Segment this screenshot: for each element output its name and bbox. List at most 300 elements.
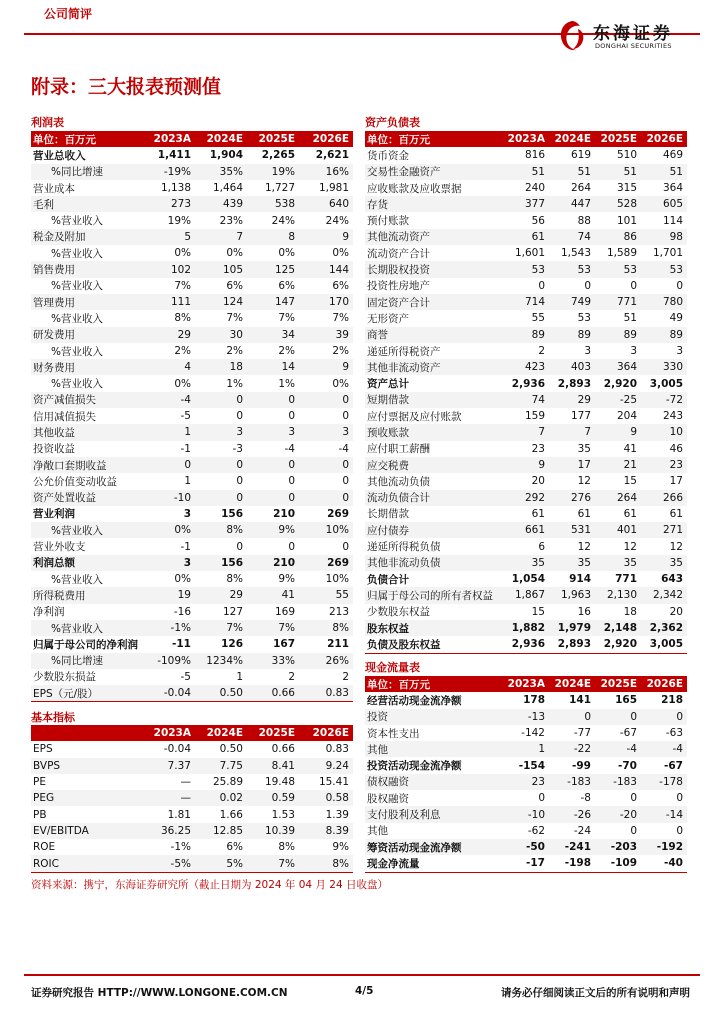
row-value: 0.83: [325, 743, 349, 756]
balance-section-title: 资产负债表: [365, 116, 420, 129]
row-value: 74: [501, 392, 549, 408]
row-label: 其他流动资产: [365, 229, 501, 245]
table-row: [365, 855, 687, 872]
row-value: 8%: [174, 312, 191, 325]
row-value: 0.58: [299, 790, 353, 806]
row-label: 债权融资: [365, 774, 501, 790]
row-value: 35: [641, 555, 687, 571]
footer-website[interactable]: 证券研究报告 HTTP://WWW.LONGONE.COM.CN: [31, 987, 288, 999]
row-value: 8: [247, 229, 299, 245]
row-label: 少数股东损益: [33, 671, 96, 684]
row-value: 35: [595, 555, 641, 571]
row-label: 资本性支出: [367, 727, 420, 740]
table-row: [31, 310, 353, 326]
row-value: 165: [615, 694, 637, 707]
row-value: 1,464: [212, 182, 243, 195]
row-value: 7%: [278, 312, 295, 325]
row-value: 1.53: [271, 808, 295, 821]
row-value: 643: [661, 573, 683, 586]
row-value: -24: [573, 824, 591, 837]
row-value: 8.41: [247, 758, 299, 774]
row-value: 3,005: [641, 636, 687, 653]
table-row: [365, 245, 687, 261]
row-value: 364: [662, 182, 683, 195]
row-value: 35: [549, 555, 595, 571]
row-value: 177: [570, 410, 591, 423]
row-label: 筹资活动现金流净额: [365, 839, 501, 855]
row-label: 营业利润: [33, 508, 75, 521]
table-row: [365, 636, 687, 653]
table-row: [31, 855, 353, 872]
row-label: 其他非流动负债: [365, 555, 501, 571]
row-value: 1,981: [318, 182, 349, 195]
row-value: 210: [273, 507, 295, 520]
row-label: 应付债券: [365, 522, 501, 538]
row-label: 现金净流量: [365, 855, 501, 872]
income-statement-table: [31, 131, 353, 702]
row-value: 53: [641, 261, 687, 277]
row-value: 0: [630, 792, 637, 805]
row-value: 170: [299, 294, 353, 310]
row-value: 1,979: [549, 620, 595, 636]
row-label: 资产总计: [367, 378, 409, 391]
row-value: 36.25: [141, 823, 195, 839]
row-value: 0%: [174, 573, 191, 586]
row-label: 投资活动现金流净额: [367, 760, 462, 773]
row-value: -19%: [141, 164, 195, 180]
row-value: 24%: [325, 214, 349, 227]
table-row: [365, 587, 687, 603]
row-value: 6%: [278, 279, 295, 292]
row-value: 56: [531, 214, 545, 227]
row-value: -1: [180, 442, 191, 455]
table-row: [31, 212, 353, 228]
table-row: [31, 506, 353, 522]
row-label: 应付职工薪酬: [367, 443, 430, 456]
row-label: 公允价值变动收益: [33, 475, 117, 488]
row-value: -4: [284, 442, 295, 455]
row-value: -40: [641, 855, 687, 872]
row-value: 55: [299, 587, 353, 603]
row-value: 1,963: [549, 587, 595, 603]
row-value: 23: [531, 442, 545, 455]
row-value: 141: [569, 694, 591, 707]
table-header-row: [365, 676, 687, 692]
row-label: 支付股利及利息: [365, 806, 501, 822]
row-value: 6: [538, 540, 545, 553]
row-value: 1: [501, 741, 549, 757]
row-value: -16: [173, 605, 191, 618]
row-value: 0%: [278, 247, 295, 260]
row-value: 8%: [226, 573, 243, 586]
row-value: 2,920: [595, 636, 641, 653]
row-value: 0: [195, 490, 247, 506]
row-label: 资产减值损失: [31, 392, 141, 408]
row-value: 9.24: [299, 758, 353, 774]
row-value: 61: [669, 507, 683, 520]
row-label: 负债合计: [367, 573, 409, 586]
row-label: %同比增速: [31, 164, 141, 180]
row-value: 9: [595, 424, 641, 440]
table-row: [365, 709, 687, 725]
row-value: 211: [327, 638, 349, 651]
row-label: EV/EBITDA: [31, 823, 141, 839]
row-label: 存货: [365, 196, 501, 212]
row-value: 510: [616, 149, 637, 162]
row-value: 0: [342, 540, 349, 553]
row-value: 86: [595, 229, 641, 245]
row-value: 61: [623, 507, 637, 520]
header-year: 2024E: [195, 131, 247, 147]
row-value: 61: [531, 507, 545, 520]
row-value: -62: [527, 824, 545, 837]
row-value: 210: [247, 555, 299, 571]
row-value: 16%: [299, 164, 353, 180]
table-row: [31, 278, 353, 294]
row-value: -10: [501, 806, 549, 822]
row-value: 0%: [332, 377, 349, 390]
row-value: -4: [338, 442, 349, 455]
header-year: 2023A: [141, 131, 195, 147]
table-row: [31, 538, 353, 554]
row-value: 1,882: [501, 620, 549, 636]
row-value: 3: [183, 507, 191, 520]
row-label: 其他: [367, 825, 388, 838]
row-value: 10%: [299, 522, 353, 538]
row-label: 信用减值损失: [33, 410, 96, 423]
row-value: 0: [538, 279, 545, 292]
header-unit-label: 单位：百万元: [365, 131, 501, 147]
row-label: 投资: [365, 709, 501, 725]
row-value: 19%: [247, 164, 299, 180]
row-value: 144: [299, 261, 353, 277]
header-year: 2024E: [549, 676, 595, 692]
row-value: 3: [676, 345, 683, 357]
row-value: 147: [247, 294, 299, 310]
row-value: 401: [595, 522, 641, 538]
row-value: -25: [595, 392, 641, 408]
row-value: 88: [577, 214, 591, 227]
row-value: 1234%: [195, 653, 247, 669]
row-value: 20: [669, 605, 683, 618]
row-value: 266: [641, 490, 687, 506]
row-label: 销售费用: [31, 261, 141, 277]
row-label: 流动负债合计: [365, 490, 501, 506]
row-value: 271: [641, 522, 687, 538]
row-label: 股东权益: [365, 620, 501, 636]
row-label: PE: [33, 776, 46, 789]
row-value: 0: [630, 279, 637, 292]
table-row: [365, 538, 687, 554]
row-value: 114: [662, 214, 683, 227]
row-value: 61: [577, 507, 591, 520]
row-value: 4: [141, 359, 195, 375]
indicators-section-title: 基本指标: [31, 711, 75, 724]
row-value: 125: [247, 261, 299, 277]
row-value: 51: [641, 164, 687, 180]
row-value: -3: [232, 442, 243, 455]
row-value: 269: [327, 507, 349, 520]
row-label: 货币资金: [367, 149, 409, 162]
header-unit-label: [31, 725, 141, 741]
row-value: 2,936: [501, 636, 549, 653]
row-value: 1,727: [264, 182, 295, 195]
row-value: 23: [641, 457, 687, 473]
header-unit-label: 单位：百万元: [31, 131, 141, 147]
row-value: 1,701: [652, 247, 683, 260]
row-value: 16: [577, 605, 591, 618]
row-value: -5: [180, 410, 191, 423]
row-value: 0: [299, 392, 353, 408]
row-value: 26%: [299, 653, 353, 669]
table-header-row: [365, 131, 687, 147]
row-label: 应付票据及应付账款: [367, 410, 462, 423]
row-value: 7%: [332, 312, 349, 325]
row-value: 1: [236, 670, 243, 683]
row-value: -198: [549, 855, 595, 872]
row-value: 7: [549, 424, 595, 440]
table-row: [31, 180, 353, 196]
row-value: 2: [288, 670, 295, 683]
table-row: [31, 457, 353, 473]
row-label: 交易性金融资产: [365, 164, 501, 180]
row-value: 51: [623, 312, 637, 325]
row-value: -10: [141, 490, 195, 506]
table-header-row: [31, 131, 353, 147]
row-value: -77: [573, 727, 591, 740]
row-value: 661: [501, 522, 549, 538]
row-value: -99: [572, 759, 591, 772]
row-value: 17: [669, 475, 683, 488]
row-value: 5: [141, 229, 195, 245]
table-row: [365, 604, 687, 620]
row-value: 0.66: [271, 743, 295, 756]
header-year: 2025E: [247, 725, 299, 741]
row-value: 156: [221, 507, 243, 520]
row-value: 18: [195, 359, 247, 375]
row-value: 15.41: [318, 776, 349, 789]
table-row: [365, 343, 687, 359]
table-row: [365, 506, 687, 522]
header-year: 2026E: [299, 725, 353, 741]
table-row: [31, 653, 353, 669]
row-value: -26: [549, 806, 595, 822]
logo-english: DONGHAI SECURITIES: [595, 42, 672, 50]
header-year: 2023A: [501, 676, 549, 692]
row-value: 33%: [247, 653, 299, 669]
table-row: [31, 604, 353, 620]
row-value: 1,411: [157, 149, 191, 162]
balance-sheet-table: [365, 131, 687, 654]
row-value: 2: [538, 345, 545, 357]
table-row: [31, 806, 353, 822]
row-value: -4: [141, 392, 195, 408]
row-value: 273: [141, 196, 195, 212]
row-value: 0: [288, 475, 295, 488]
table-row: [365, 790, 687, 806]
row-value: —: [141, 790, 195, 806]
row-value: 3: [247, 424, 299, 440]
row-value: 2,130: [595, 587, 641, 603]
row-label: 其他收益: [31, 424, 141, 440]
row-value: 124: [195, 294, 247, 310]
row-value: 276: [549, 490, 595, 506]
row-value: 330: [641, 359, 687, 375]
row-value: 10%: [325, 573, 349, 586]
row-value: 25.89: [212, 776, 243, 789]
row-value: 8%: [299, 855, 353, 872]
row-value: 7%: [247, 855, 299, 872]
table-row: [365, 196, 687, 212]
row-value: 1.39: [325, 808, 349, 821]
row-value: 0.59: [247, 790, 299, 806]
row-value: 0%: [332, 247, 349, 260]
row-value: 1,904: [209, 149, 243, 162]
row-value: 3: [141, 555, 195, 571]
row-value: 2,265: [261, 149, 295, 162]
table-row: [31, 620, 353, 636]
row-value: 6%: [332, 279, 349, 292]
row-value: 7.37: [141, 758, 195, 774]
row-label: %营业收入: [51, 215, 103, 228]
row-value: 2%: [332, 345, 349, 357]
row-value: 264: [595, 490, 641, 506]
row-value: -178: [641, 774, 687, 790]
footer-divider: [24, 974, 700, 976]
row-value: 0.50: [195, 685, 247, 702]
header-unit-label: 单位：百万元: [365, 676, 501, 692]
row-value: 0%: [226, 247, 243, 260]
row-value: 3: [299, 424, 353, 440]
row-label: 所得税费用: [31, 587, 141, 603]
row-value: 12: [577, 540, 591, 553]
table-row: [365, 441, 687, 457]
table-row: [365, 806, 687, 822]
table-row: [31, 685, 353, 702]
row-value: 39: [299, 327, 353, 343]
row-value: 17: [549, 457, 595, 473]
row-label: BVPS: [31, 758, 141, 774]
row-value: -17: [501, 855, 549, 872]
table-row: [365, 278, 687, 294]
row-value: 12: [577, 475, 591, 488]
row-value: 111: [141, 294, 195, 310]
row-value: 15: [531, 605, 545, 618]
row-value: 6%: [226, 841, 243, 854]
row-value: 8%: [195, 522, 247, 538]
row-value: 0: [549, 709, 595, 725]
row-value: 0: [299, 490, 353, 506]
row-value: -14: [641, 806, 687, 822]
row-value: 1: [141, 424, 195, 440]
row-value: 240: [524, 182, 545, 195]
row-value: 531: [549, 522, 595, 538]
row-value: 2%: [226, 345, 243, 357]
row-value: 1%: [226, 377, 243, 390]
row-value: 0: [288, 540, 295, 553]
table-row: [31, 636, 353, 652]
table-row: [31, 261, 353, 277]
table-row: [31, 294, 353, 310]
row-value: 19%: [167, 214, 191, 227]
row-label: EPS: [33, 743, 53, 756]
row-value: 2,936: [511, 377, 545, 390]
row-value: 6%: [226, 279, 243, 292]
table-row: [31, 490, 353, 506]
row-value: 29: [195, 587, 247, 603]
row-label: %营业收入: [51, 573, 103, 586]
row-value: 0: [236, 410, 243, 423]
row-label: 递延所得税资产: [367, 345, 441, 358]
table-row: [365, 212, 687, 228]
table-row: [31, 587, 353, 603]
row-label: 营业外收支: [33, 541, 86, 554]
row-value: 35: [501, 555, 549, 571]
row-value: 102: [141, 261, 195, 277]
row-value: 53: [549, 261, 595, 277]
table-row: [365, 774, 687, 790]
row-value: 0: [584, 279, 591, 292]
row-value: 7.75: [195, 758, 247, 774]
row-value: -72: [641, 392, 687, 408]
row-value: 2,362: [641, 620, 687, 636]
table-row: [31, 343, 353, 359]
table-row: [365, 164, 687, 180]
row-label: 流动资产合计: [367, 247, 430, 260]
table-row: [31, 441, 353, 457]
row-value: 292: [501, 490, 549, 506]
row-value: 0: [676, 824, 683, 837]
row-value: -67: [664, 759, 683, 772]
row-value: 1,543: [560, 247, 591, 260]
row-value: 23%: [219, 214, 243, 227]
row-value: 29: [141, 327, 195, 343]
row-value: 5%: [195, 855, 247, 872]
row-value: 7%: [226, 312, 243, 325]
row-label: 毛利: [31, 196, 141, 212]
row-label: %营业收入: [51, 378, 103, 391]
table-row: [31, 741, 353, 757]
row-value: 55: [531, 312, 545, 325]
table-row: [365, 490, 687, 506]
table-row: [31, 164, 353, 180]
row-label: %营业收入: [51, 280, 103, 293]
row-value: -203: [595, 839, 641, 855]
row-value: 218: [661, 694, 683, 707]
row-label: EPS（元/股）: [31, 685, 141, 702]
row-value: -241: [549, 839, 595, 855]
row-value: 213: [328, 605, 349, 618]
row-value: 0: [141, 457, 195, 473]
row-value: -4: [595, 741, 641, 757]
row-label: 长期借款: [367, 508, 409, 521]
table-row: [365, 620, 687, 636]
row-value: 3,005: [649, 377, 683, 390]
row-label: PEG: [31, 790, 141, 806]
row-label: 投资性房地产: [367, 280, 430, 293]
row-label: 递延所得税负债: [367, 541, 441, 554]
row-value: 61: [501, 229, 549, 245]
row-value: 377: [501, 196, 549, 212]
row-value: 780: [641, 294, 687, 310]
row-value: 2%: [174, 345, 191, 357]
page-number: 4/5: [355, 985, 374, 997]
row-label: %营业收入: [31, 620, 141, 636]
table-row: [31, 424, 353, 440]
row-value: 89: [595, 327, 641, 343]
row-value: 364: [595, 359, 641, 375]
row-value: 89: [549, 327, 595, 343]
